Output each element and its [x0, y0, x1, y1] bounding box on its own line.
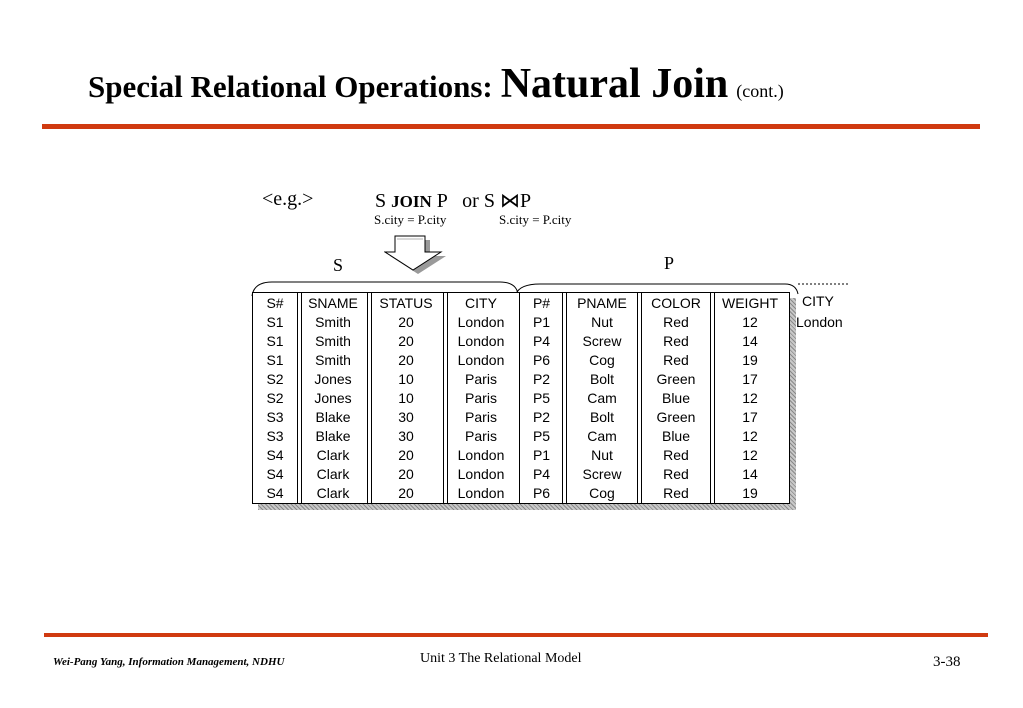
table-row: [252, 389, 518, 408]
table-cell: 30: [398, 428, 414, 444]
table-cell: 20: [398, 466, 414, 482]
table-cell: Jones: [314, 390, 352, 406]
table-cell: 30: [398, 409, 414, 425]
table-cell: Paris: [465, 390, 497, 406]
table-cell: 10: [398, 390, 414, 406]
table-cell: Nut: [591, 447, 613, 463]
table-cell: 17: [742, 371, 758, 387]
table-cell: 20: [398, 485, 414, 501]
table-cell: Clark: [316, 447, 350, 463]
bowtie-symbol: ⋈: [499, 190, 520, 212]
table-cell: P5: [532, 390, 551, 406]
column-header: STATUS: [379, 295, 433, 311]
table-row: [519, 389, 788, 408]
table-row: [519, 446, 788, 465]
table-cell: 12: [742, 314, 758, 330]
table-row: [519, 370, 788, 389]
table-row: [519, 332, 788, 351]
s-relation-table: [252, 294, 518, 503]
table-cell: S2: [266, 371, 284, 387]
table-cell: Red: [663, 466, 689, 482]
column-header: PNAME: [577, 295, 627, 311]
bottom-divider: [44, 633, 988, 637]
table-cell: 10: [398, 371, 414, 387]
table-cell: London: [457, 447, 505, 463]
table-row: [519, 313, 788, 332]
example-marker: <e.g.>: [262, 188, 314, 210]
join-condition-1: S.city = P.city: [374, 212, 447, 227]
table-row: [252, 427, 518, 446]
table-cell: Green: [656, 409, 696, 425]
table-cell: S4: [266, 485, 284, 501]
table-cell: Cam: [587, 390, 617, 406]
table-cell: 20: [398, 447, 414, 463]
table-cell: Red: [663, 333, 689, 349]
column-header: CITY: [465, 295, 497, 311]
table-cell: 14: [742, 333, 758, 349]
table-row: [252, 465, 518, 484]
table-cell: Bolt: [589, 371, 615, 387]
table-cell: 12: [742, 447, 758, 463]
table-cell: Smith: [315, 352, 351, 368]
table-row: [519, 427, 788, 446]
table-cell: P6: [532, 352, 551, 368]
table-cell: Paris: [465, 409, 497, 425]
table-cell: Screw: [582, 466, 622, 482]
top-divider: [42, 124, 980, 129]
table-cell: 20: [398, 352, 414, 368]
table-cell: S1: [266, 314, 284, 330]
column-header: SNAME: [308, 295, 358, 311]
table-cell: 20: [398, 333, 414, 349]
table-cell: P1: [532, 314, 551, 330]
table-cell: Bolt: [589, 409, 615, 425]
table-cell: 19: [742, 352, 758, 368]
table-cell: 14: [742, 466, 758, 482]
table-cell: London: [457, 466, 505, 482]
table-cell: London: [457, 314, 505, 330]
table-cell: S1: [266, 333, 284, 349]
down-arrow-icon: [384, 234, 454, 276]
expr-s1: S: [375, 190, 387, 212]
table-cell: P1: [532, 447, 551, 463]
table-cell: Red: [663, 485, 689, 501]
table-cell: Red: [663, 447, 689, 463]
label-p: P: [664, 253, 675, 273]
table-cell: London: [457, 485, 505, 501]
table-cell: Blake: [315, 428, 351, 444]
footer-unit: Unit 3 The Relational Model: [420, 651, 582, 666]
p-relation-table: [519, 294, 788, 503]
table-cell: S3: [266, 428, 284, 444]
table-cell: Red: [663, 352, 689, 368]
table-cell: Paris: [465, 428, 497, 444]
table-row: [252, 484, 518, 503]
label-s: S: [333, 255, 344, 275]
join-condition-2: S.city = P.city: [499, 212, 572, 227]
table-cell: 20: [398, 314, 414, 330]
table-row: [519, 484, 788, 503]
table-cell: Smith: [315, 333, 351, 349]
table-cell: Cog: [589, 352, 615, 368]
table-cell: Red: [663, 314, 689, 330]
table-row: [252, 351, 518, 370]
header-row: [252, 294, 518, 313]
table-cell: S4: [266, 466, 284, 482]
table-cell: P6: [532, 485, 551, 501]
table-row: [252, 408, 518, 427]
table-cell: P5: [532, 428, 551, 444]
column-header: WEIGHT: [722, 295, 778, 311]
expr-join-keyword: JOIN: [391, 192, 432, 211]
table-cell: Clark: [316, 466, 350, 482]
table-cell: London: [457, 352, 505, 368]
table-cell: 12: [742, 390, 758, 406]
table-cell: Clark: [316, 485, 350, 501]
table-cell: Screw: [582, 333, 622, 349]
expr-s2: S: [483, 190, 495, 212]
join-expression: [375, 188, 531, 213]
table-cell: Cam: [587, 428, 617, 444]
table-cell: P4: [532, 466, 551, 482]
table-cell: Blake: [315, 409, 351, 425]
extra-city-header: CITY: [802, 293, 834, 309]
table-cell: 19: [742, 485, 758, 501]
table-cell: S4: [266, 447, 284, 463]
table-row: [252, 446, 518, 465]
table-cell: Blue: [661, 390, 691, 406]
page-number: 3-38: [933, 654, 961, 670]
table-row: [519, 465, 788, 484]
table-cell: P4: [532, 333, 551, 349]
column-header: P#: [532, 295, 551, 311]
title-part2: Natural Join: [500, 61, 729, 107]
table-row: [519, 351, 788, 370]
table-row: [519, 408, 788, 427]
footer-author: Wei-Pang Yang, Information Management, NDHU: [53, 656, 285, 668]
table-cell: Blue: [661, 428, 691, 444]
table-cell: London: [457, 333, 505, 349]
table-row: [252, 370, 518, 389]
table-cell: 17: [742, 409, 758, 425]
column-header: S#: [266, 295, 284, 311]
title-part1: Special Relational Operations:: [88, 69, 493, 104]
extra-city-value: London: [796, 314, 843, 330]
table-cell: S3: [266, 409, 284, 425]
table-cell: S2: [266, 390, 284, 406]
table-cell: 12: [742, 428, 758, 444]
column-header: COLOR: [651, 295, 701, 311]
expr-p2: P: [519, 190, 532, 212]
table-cell: Smith: [315, 314, 351, 330]
title-part3: (cont.): [736, 81, 784, 101]
table-row: [252, 332, 518, 351]
table-cell: P2: [532, 371, 551, 387]
table-row: [252, 313, 518, 332]
table-cell: Green: [656, 371, 696, 387]
expr-or: or: [462, 190, 479, 212]
table-cell: P2: [532, 409, 551, 425]
table-cell: Paris: [465, 371, 497, 387]
header-row: [519, 294, 788, 313]
table-cell: S1: [266, 352, 284, 368]
slide-title: [88, 60, 784, 108]
table-cell: Cog: [589, 485, 615, 501]
table-cell: Nut: [591, 314, 613, 330]
expr-p1: P: [436, 190, 448, 212]
table-cell: Jones: [314, 371, 352, 387]
